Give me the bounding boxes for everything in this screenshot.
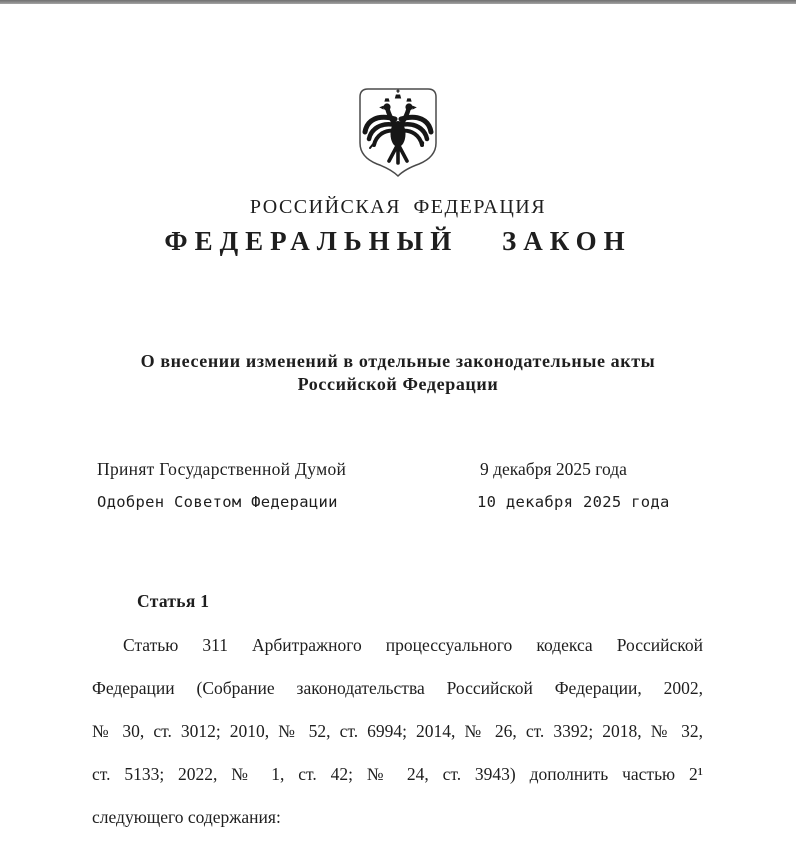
article-1-body [92, 624, 703, 839]
body-line: Федерации (Собрание законодательства Российской Федерации, 2002, [92, 678, 703, 698]
law-title [128, 350, 668, 396]
duma-adoption-label: Принят Государственной Думой [97, 459, 347, 479]
coat-of-arms-icon [356, 86, 440, 178]
federation-council-approval-label: Одобрен Советом Федерации [97, 493, 338, 511]
duma-adoption-date: 9 декабря 2025 года [480, 459, 627, 479]
article-1-heading: Статья 1 [137, 591, 210, 611]
law-title-line1: О внесении изменений в отдельные законодательные акты [140, 351, 656, 371]
body-line: Статью 311 Арбитражного процессуального кодекса Российской [123, 635, 703, 655]
federation-council-approval-date: 10 декабря 2025 года [477, 493, 670, 511]
federation-council-approval-row [0, 493, 796, 515]
duma-adoption-row [0, 459, 796, 481]
document-type-heading: ФЕДЕРАЛЬНЫЙ ЗАКОН [164, 226, 632, 256]
body-line: следующего содержания: [92, 807, 281, 827]
window-top-edge [0, 0, 796, 4]
law-title-line2: Российской Федерации [297, 374, 499, 394]
body-line: ст. 5133; 2022, № 1, ст. 42; № 24, ст. 3943) дополнить частью 2¹ [92, 764, 703, 784]
country-name: РОССИЙСКАЯ ФЕДЕРАЦИЯ [249, 196, 547, 218]
body-line: № 30, ст. 3012; 2010, № 52, ст. 6994; 2014, № 26, ст. 3392; 2018, № 32, [92, 721, 703, 741]
